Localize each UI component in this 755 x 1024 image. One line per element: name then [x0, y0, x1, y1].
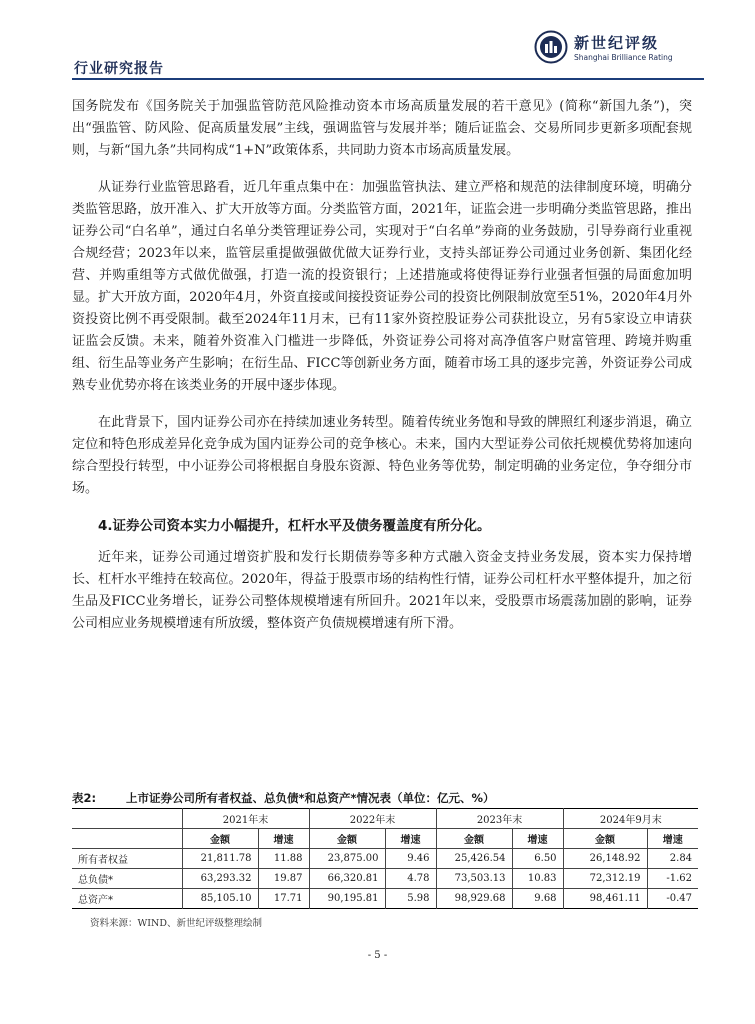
page-number: - 5 - — [367, 950, 388, 961]
table-source-note: 资料来源：WIND、新世纪评级整理绘制 — [90, 918, 262, 929]
table-corner-cell — [72, 829, 182, 849]
cell-value: 72,312.19 — [563, 869, 647, 889]
company-logo — [534, 28, 704, 72]
amount-header: 金额 — [563, 829, 647, 849]
growth-header: 增速 — [647, 829, 698, 849]
cell-value: 85,105.10 — [182, 889, 258, 909]
cell-value: 23,875.00 — [309, 849, 385, 869]
paragraph-policy: 国务院发布《国务院关于加强监管防范风险推动资本市场高质量发展的若干意见》(简称“新国九条”)，突出“强监管、防风险、促高质量发展”主线，强调监管与发展并举；随后证监会、交易所同步更新多项配套规则，与新“国九条”共同构成“1+N”政策体系，共同助力资本市场高质量发展。 — [72, 99, 692, 158]
header-divider — [72, 78, 704, 80]
cell-value: 9.68 — [512, 889, 563, 909]
row-label: 总负债* — [72, 869, 182, 889]
growth-header: 增速 — [258, 829, 309, 849]
table-row — [72, 889, 698, 909]
cell-value: 26,148.92 — [563, 849, 647, 869]
table-period-header-row — [72, 809, 698, 829]
period-header: 2024年9月末 — [563, 809, 698, 829]
period-header: 2021年末 — [182, 809, 309, 829]
page-header — [72, 28, 704, 80]
cell-value: 9.46 — [385, 849, 436, 869]
cell-value: 25,426.54 — [436, 849, 512, 869]
cell-value: 90,195.81 — [309, 889, 385, 909]
growth-header: 增速 — [385, 829, 436, 849]
cell-value: 5.98 — [385, 889, 436, 909]
logo-english-name: Shanghai Brilliance Rating — [574, 53, 673, 62]
row-label: 所有者权益 — [72, 849, 182, 869]
report-type-title: 行业研究报告 — [74, 61, 164, 77]
cell-value: 98,929.68 — [436, 889, 512, 909]
cell-value: 98,461.11 — [563, 889, 647, 909]
growth-header: 增速 — [512, 829, 563, 849]
securities-finance-table — [72, 808, 698, 909]
section-heading: 4.证券公司资本实力小幅提升，杠杆水平及债务覆盖度有所分化。 — [98, 518, 491, 534]
amount-header: 金额 — [436, 829, 512, 849]
period-header: 2022年末 — [309, 809, 436, 829]
row-label: 总资产* — [78, 895, 113, 906]
paragraph-transformation: 在此背景下，国内证券公司亦在持续加速业务转型。随着传统业务饱和导致的牌照红利逐步消退，确立定位和特色形成差异化竞争成为国内证券公司的竞争核心。未来，国内大型证券公司依托规模优势将加速向综合型投行转型，中小证券公司将根据自身股东资源、特色业务等优势，制定明确的业务定位，争夺细分市场。 — [72, 415, 692, 496]
cell-value: 6.50 — [512, 849, 563, 869]
cell-value: 10.83 — [512, 869, 563, 889]
paragraph-regulation: 从证券行业监管思路看，近几年重点集中在：加强监管执法、建立严格和规范的法律制度环境，明确分类监管思路，放开准入、扩大开放等方面。分类监管方面，2021年，证监会进一步明确分类监管思路，推出证券公司“白名单”，通过白名单分类管理证券公司，实现对于“白名单”券商的业务鼓励，引导券商行业重视合规经营；2023年以来，监管层重提做强做优做大证券行业，支持头部证券公司通过业务创新、集团化经营、并购重组等方式做优做强，打造一流的投资银行；上述措施或将使得证券行业强者恒强的局面愈加明显。扩大开放方面，2020年4月，外资直接或间接投资证券公司的投资比例限制放宽至51%，2020年4月外资投资比例不再受限制。截至2024年11月末，已有11家外资控股证券公司获批设立，另有5家设立申请获证监会反馈。未来，随着外资准入门槛进一步降低，外资证券公司将对高净值客户财富管理、跨境并购重组、衍生品等业务产生影响；在衍生品、FICC等创新业务方面，随着市场工具的逐步完善，外资证券公司成熟专业优势亦将在该类业务的开展中逐步体现。 — [72, 180, 692, 393]
cell-value: -1.62 — [647, 869, 698, 889]
cell-value: 63,293.32 — [182, 869, 258, 889]
amount-header: 金额 — [182, 829, 258, 849]
cell-value: -0.47 — [647, 889, 698, 909]
cell-value: 66,320.81 — [309, 869, 385, 889]
table-caption — [72, 788, 698, 808]
table-row — [72, 869, 698, 889]
table-corner-cell — [72, 809, 182, 829]
cell-value: 19.87 — [258, 869, 309, 889]
logo-chinese-name: 新世纪评级 — [574, 34, 660, 52]
cell-value: 17.71 — [258, 889, 309, 909]
cell-value: 2.84 — [647, 849, 698, 869]
cell-value: 21,811.78 — [182, 849, 258, 869]
amount-header: 金额 — [309, 829, 385, 849]
period-header: 2023年末 — [436, 809, 563, 829]
cell-value: 11.88 — [258, 849, 309, 869]
table-subheader-row — [72, 829, 698, 849]
cell-value: 4.78 — [385, 869, 436, 889]
table-title: 上市证券公司所有者权益、总负债*和总资产*情况表（单位：亿元、%） — [126, 791, 495, 805]
paragraph-capital: 近年来，证券公司通过增资扩股和发行长期债券等多种方式融入资金支持业务发展，资本实力保持增长、杠杆水平维持在较高位。2020年，得益于股票市场的结构性行情，证券公司杠杆水平整体提升，加之衍生品及FICC业务增长，证券公司整体规模增速有所回升。2021年以来，受股票市场震荡加剧的影响，证券公司相应业务规模增速有所放缓，整体资产负债规模增速有所下滑。 — [72, 550, 692, 631]
table-block — [72, 788, 698, 929]
table-row — [72, 849, 698, 869]
cell-value: 73,503.13 — [436, 869, 512, 889]
table-label: 表2: — [72, 791, 97, 805]
rating-agency-emblem-icon — [534, 30, 568, 64]
report-body — [72, 96, 692, 650]
